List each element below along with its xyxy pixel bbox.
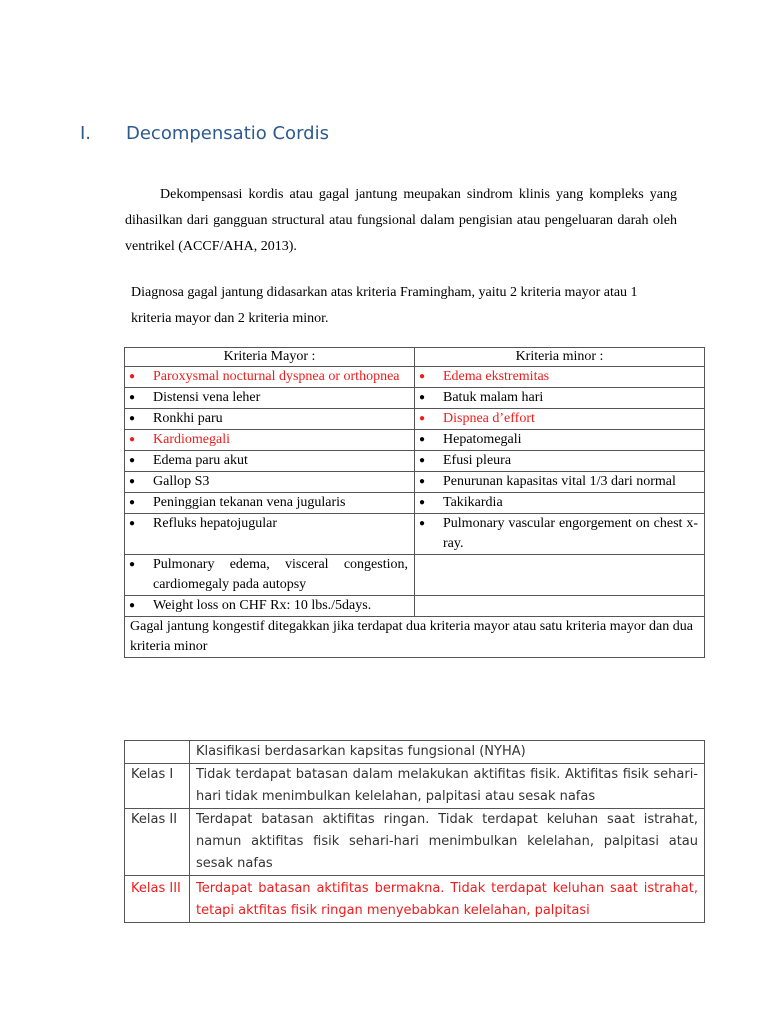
criteria-row	[125, 472, 705, 493]
minor-criterion: ● Batuk malam hari	[415, 388, 705, 409]
criteria-row	[125, 367, 705, 388]
criteria-row	[125, 430, 705, 451]
criteria-row	[125, 451, 705, 472]
bullet-icon: ●	[129, 476, 136, 487]
bullet-icon: ●	[129, 518, 136, 529]
minor-criterion: ● Penurunan kapasitas vital 1/3 dari normal	[415, 472, 705, 493]
major-criterion: ● Weight loss on CHF Rx: 10 lbs./5days.	[125, 596, 415, 617]
bullet-icon: ●	[129, 497, 136, 508]
bullet-icon: ●	[129, 392, 136, 403]
nyha-class-description: Terdapat batasan aktifitas ringan. Tidak terdapat keluhan saat istrahat, namun aktifitas fisik sehari-hari menimbulkan kelelahan, palpitasi atau sesak nafas	[190, 809, 705, 876]
criteria-row	[125, 514, 705, 555]
bullet-icon: ●	[419, 518, 426, 529]
major-criterion: ● Distensi vena leher	[125, 388, 415, 409]
major-criterion: ● Pulmonary edema, visceral congestion, cardiomegaly pada autopsy	[125, 555, 415, 596]
major-criterion: ● Kardiomegali	[125, 430, 415, 451]
criteria-header-row	[125, 348, 705, 367]
bullet-icon: ●	[419, 434, 426, 445]
nyha-row	[125, 876, 705, 923]
framingham-criteria-table	[124, 347, 705, 658]
bullet-icon: ●	[419, 392, 426, 403]
major-criterion: ● Ronkhi paru	[125, 409, 415, 430]
minor-criterion: ● Efusi pleura	[415, 451, 705, 472]
criteria-row	[125, 555, 705, 596]
criteria-row	[125, 493, 705, 514]
nyha-row	[125, 764, 705, 809]
nyha-classification-table	[124, 740, 705, 923]
bullet-icon: ●	[419, 413, 426, 424]
nyha-class-label: Kelas III	[125, 876, 190, 923]
bullet-icon: ●	[419, 371, 426, 382]
bullet-icon: ●	[419, 497, 426, 508]
diagnosis-paragraph: Diagnosa gagal jantung didasarkan atas kriteria Framingham, yaitu 2 kriteria mayor atau 1 kriteria mayor dan 2 kriteria minor.	[131, 285, 638, 326]
bullet-icon: ●	[129, 559, 136, 570]
nyha-row	[125, 809, 705, 876]
criteria-row	[125, 388, 705, 409]
minor-criterion: ● Hepatomegali	[415, 430, 705, 451]
bullet-icon: ●	[129, 413, 136, 424]
major-criteria-header: Kriteria Mayor :	[125, 348, 415, 367]
criteria-row	[125, 596, 705, 617]
nyha-header-empty	[125, 741, 190, 764]
nyha-header-row	[125, 741, 705, 764]
nyha-class-label: Kelas I	[125, 764, 190, 809]
minor-criterion-empty	[415, 596, 705, 617]
bullet-icon: ●	[419, 476, 426, 487]
nyha-header: Klasifikasi berdasarkan kapsitas fungsional (NYHA)	[190, 741, 705, 764]
bullet-icon: ●	[129, 371, 136, 382]
nyha-class-label: Kelas II	[125, 809, 190, 876]
minor-criteria-header: Kriteria minor :	[415, 348, 705, 367]
minor-criterion: ● Pulmonary vascular engorgement on chest x-ray.	[415, 514, 705, 555]
section-title: Decompensatio Cordis	[126, 123, 329, 144]
criteria-footer: Gagal jantung kongestif ditegakkan jika terdapat dua kriteria mayor atau satu kriteria mayor dan dua kriteria minor	[125, 617, 705, 658]
nyha-class-description: Tidak terdapat batasan dalam melakukan aktifitas fisik. Aktifitas fisik sehari-hari tidak menimbulkan kelelahan, palpitasi atau sesak nafas	[190, 764, 705, 809]
bullet-icon: ●	[129, 434, 136, 445]
major-criterion: ● Peninggian tekanan vena jugularis	[125, 493, 415, 514]
section-number: I.	[80, 123, 92, 144]
criteria-row	[125, 409, 705, 430]
minor-criterion: ● Dispnea d’effort	[415, 409, 705, 430]
bullet-icon: ●	[129, 600, 136, 611]
major-criterion: ● Edema paru akut	[125, 451, 415, 472]
intro-paragraph: Dekompensasi kordis atau gagal jantung meupakan sindrom klinis yang kompleks yang dihasilkan dari gangguan structural atau fungsional dalam pengisian atau pengeluaran darah oleh ventrikel (ACCF/AHA, 2013).	[125, 187, 677, 254]
section-heading	[80, 123, 329, 144]
criteria-footer-row	[125, 617, 705, 658]
minor-criterion: ● Edema ekstremitas	[415, 367, 705, 388]
major-criterion: ● Gallop S3	[125, 472, 415, 493]
bullet-icon: ●	[419, 455, 426, 466]
minor-criterion-empty	[415, 555, 705, 596]
major-criterion: ● Refluks hepatojugular	[125, 514, 415, 555]
bullet-icon: ●	[129, 455, 136, 466]
minor-criterion: ● Takikardia	[415, 493, 705, 514]
nyha-class-description: Terdapat batasan aktifitas bermakna. Tidak terdapat keluhan saat istrahat, tetapi aktfitas fisik ringan menyebabkan kelelahan, palpitasi	[190, 876, 705, 923]
major-criterion: ● Paroxysmal nocturnal dyspnea or orthopnea	[125, 367, 415, 388]
